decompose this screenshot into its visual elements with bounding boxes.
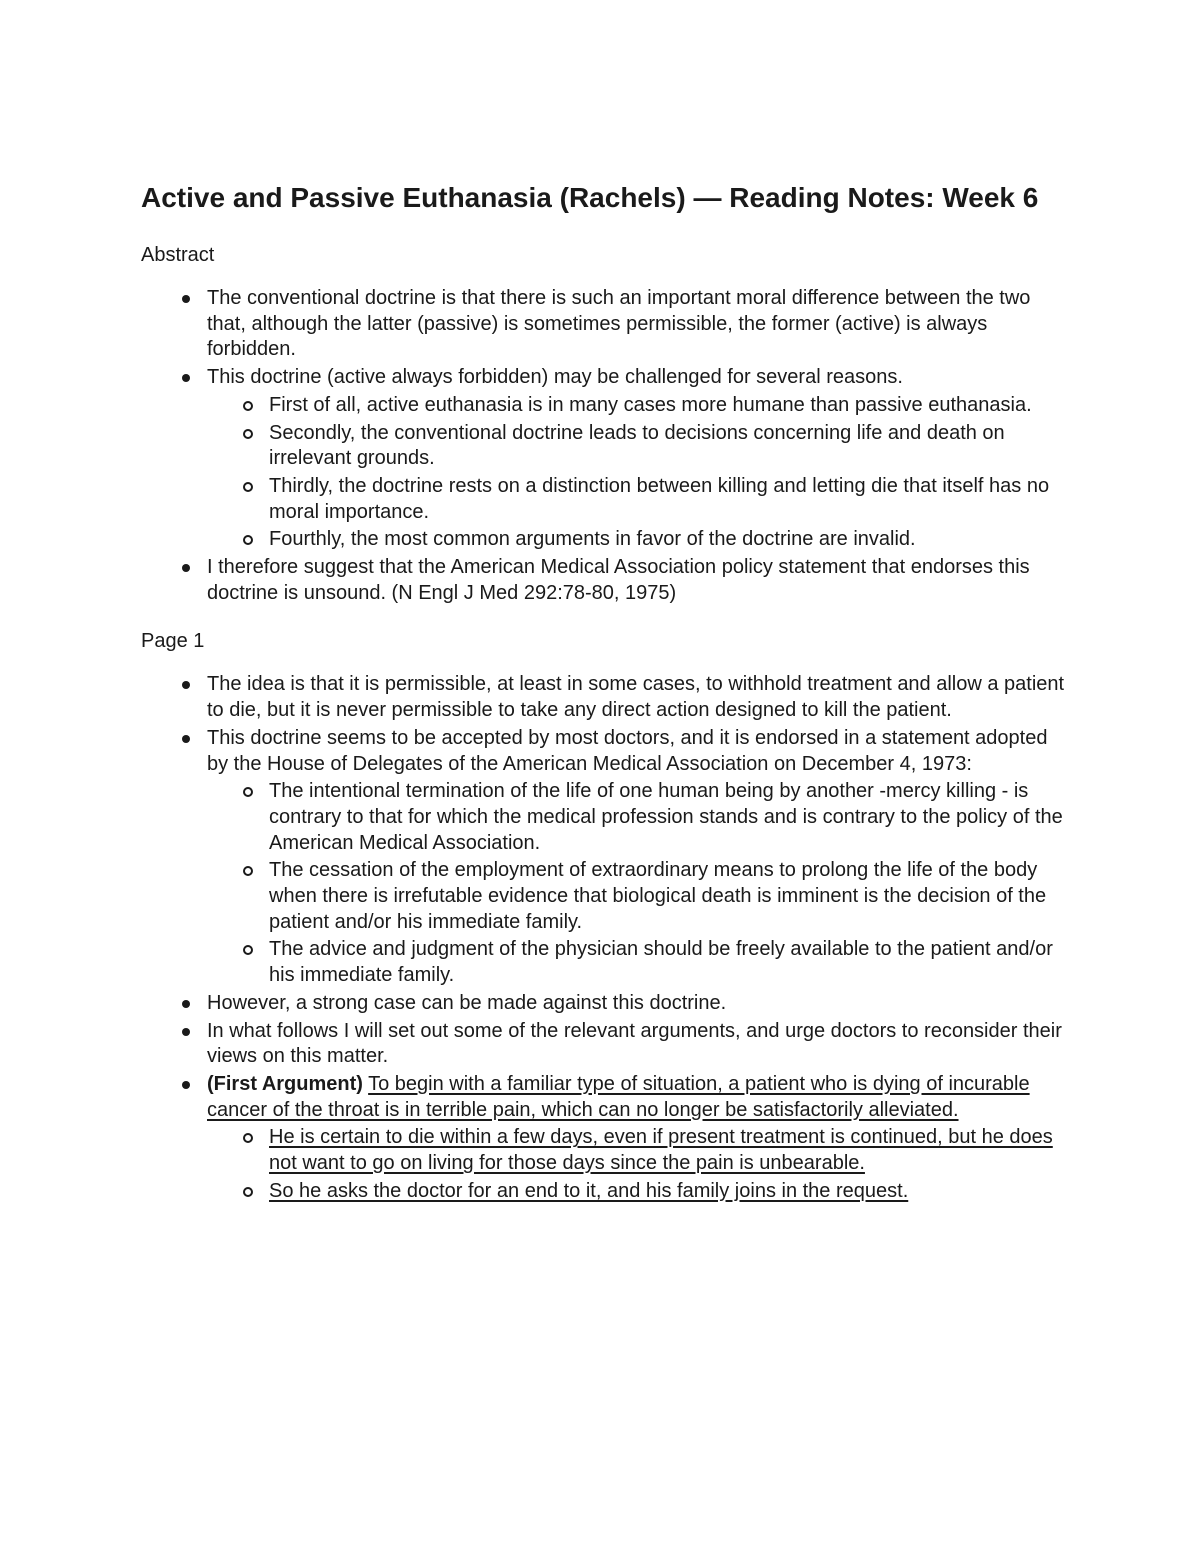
bullet-circle-icon	[243, 1133, 253, 1143]
sub-list	[207, 779, 1066, 989]
list-item	[141, 1019, 1066, 1070]
sub-list-item	[141, 474, 1066, 525]
abstract-heading: Abstract	[141, 244, 215, 266]
page-title: Active and Passive Euthanasia (Rachels) — Reading Notes: Week 6	[141, 182, 1039, 213]
list-item-text: The idea is that it is permissible, at least in some cases, to withhold treatment and allow a patient to die, but it is never permissible to take any direct action designed to kill the patient.	[207, 673, 1065, 722]
list-item-text	[207, 1072, 1066, 1123]
sub-list-item	[141, 527, 1066, 553]
sub-list	[207, 1125, 1066, 1204]
bullet-disc-icon	[182, 1000, 190, 1008]
list-item-text: This doctrine seems to be accepted by most doctors, and it is endorsed in a statement adopted by the House of Delegates of the American Medical Association on December 4, 1973:	[207, 726, 1048, 775]
sub-list-item-text: Thirdly, the doctrine rests on a distinction between killing and letting die that itself has no moral importance.	[269, 474, 1050, 523]
list-item	[141, 672, 1066, 723]
list-item-text: The conventional doctrine is that there is such an important moral difference between the two that, although the latter (passive) is sometimes permissible, the former (active) is always forbidden.	[207, 287, 1031, 361]
bullet-disc-icon	[182, 1028, 190, 1036]
list-item	[141, 991, 1066, 1017]
page1-heading: Page 1	[141, 630, 205, 653]
list-item	[141, 555, 1066, 606]
list-item	[141, 1072, 1066, 1205]
bullet-disc-icon	[182, 374, 190, 382]
list-item-text: In what follows I will set out some of the relevant arguments, and urge doctors to reconsider their views on this matter.	[207, 1019, 1062, 1068]
list-item-text: I therefore suggest that the American Medical Association policy statement that endorses this doctrine is unsound. (N Engl J Med 292:78-80, 1975)	[207, 556, 1030, 604]
abstract-list	[141, 286, 1066, 606]
sub-list-item	[141, 937, 1066, 988]
sub-list-item	[141, 1179, 1066, 1205]
sub-list-item-text: He is certain to die within a few days, even if present treatment is continued, but he does not want to go on living for those days since the pain is unbearable.	[269, 1126, 1053, 1175]
bullet-circle-icon	[243, 535, 253, 545]
bullet-circle-icon	[243, 401, 253, 411]
sub-list-item-text: The advice and judgment of the physician should be freely available to the patient and/or his immediate family.	[269, 938, 1053, 987]
sub-list-item-text: The cessation of the employment of extraordinary means to prolong the life of the body when there is irrefutable evidence that biological death is imminent is the decision of the patient and/or his immediate family.	[269, 859, 1047, 933]
sub-list-item	[141, 1125, 1066, 1176]
sub-list-item-text: The intentional termination of the life of one human being by another -mercy killing - is contrary to that for which the medical profession stands and is contrary to the policy of the American Medical Association.	[269, 780, 1063, 854]
sub-list-item-text: Fourthly, the most common arguments in favor of the doctrine are invalid.	[269, 528, 916, 551]
list-item	[141, 726, 1066, 989]
list-item-text: However, a strong case can be made against this doctrine.	[207, 991, 727, 1014]
list-item-text: This doctrine (active always forbidden) may be challenged for several reasons.	[207, 366, 903, 389]
bullet-circle-icon	[243, 787, 253, 797]
bullet-circle-icon	[243, 482, 253, 492]
bullet-disc-icon	[182, 295, 190, 303]
page1-list	[141, 672, 1066, 1204]
sub-list-item	[141, 858, 1066, 935]
sub-list-item	[141, 393, 1066, 419]
document-page	[141, 178, 1066, 1207]
bullet-disc-icon	[182, 564, 190, 572]
list-item	[141, 365, 1066, 553]
list-item	[141, 286, 1066, 363]
sub-list	[207, 393, 1066, 553]
bullet-circle-icon	[243, 866, 253, 876]
sub-list-item-text: So he asks the doctor for an end to it, and his family joins in the request.	[269, 1179, 909, 1202]
sub-list-item-text: First of all, active euthanasia is in many cases more humane than passive euthanasia.	[269, 393, 1032, 416]
argument-label: (First Argument)	[207, 1072, 363, 1095]
argument-text: To begin with a familiar type of situation, a patient who is dying of incurable cancer of the throat is in terrible pain, which can no longer be satisfactorily alleviated.	[207, 1072, 1030, 1121]
bullet-circle-icon	[243, 429, 253, 439]
bullet-disc-icon	[182, 681, 190, 689]
sub-list-item-text: Secondly, the conventional doctrine leads to decisions concerning life and death on irrelevant grounds.	[269, 421, 1005, 470]
bullet-circle-icon	[243, 1187, 253, 1197]
sub-list-item	[141, 421, 1066, 472]
sub-list-item	[141, 779, 1066, 856]
bullet-disc-icon	[182, 1081, 190, 1089]
bullet-disc-icon	[182, 735, 190, 743]
bullet-circle-icon	[243, 945, 253, 955]
